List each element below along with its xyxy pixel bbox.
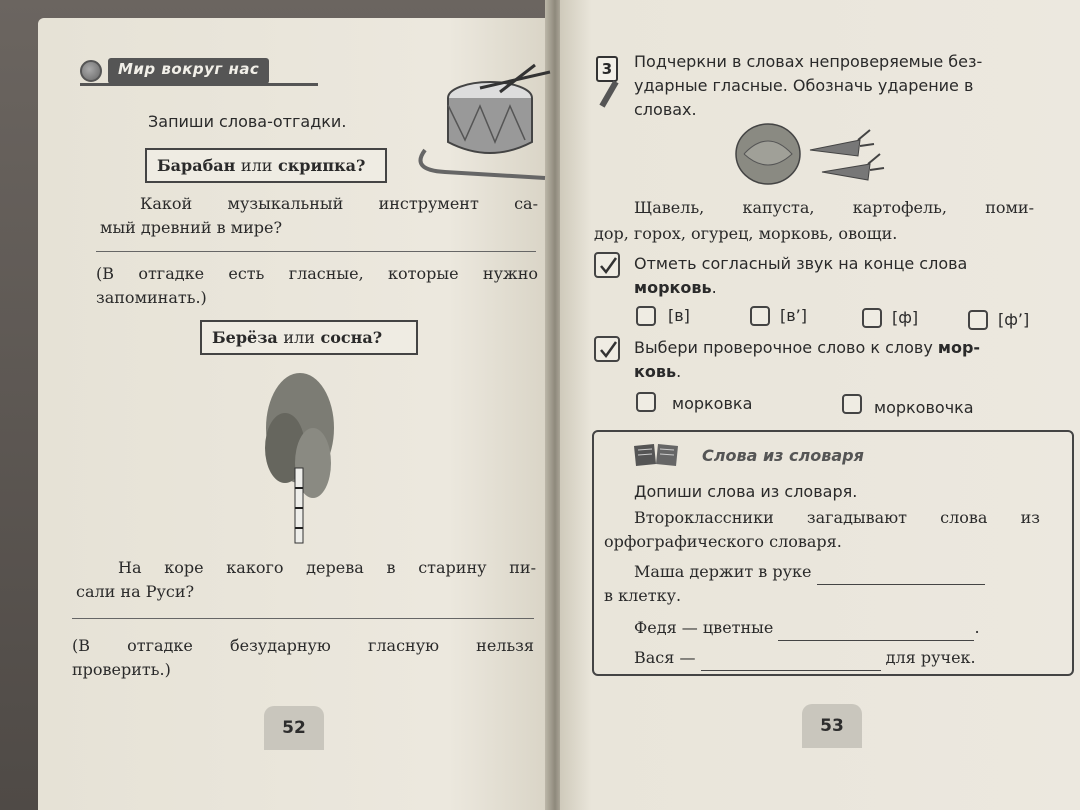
page-number-left: 52 [264,706,324,750]
fill-line1-start: Маша держит в руке [634,562,812,581]
option-label-5: морковка [672,394,753,413]
hint2-line2: проверить.) [72,660,171,679]
book-icon [632,442,682,468]
hint2-line1: (В отгадке безударную гласную нельзя [72,636,534,655]
fill-line-1 [634,560,985,585]
birch-tree-illustration [255,368,345,548]
question2-line1: На коре какого дерева в старину пи- [118,558,536,577]
option-checkbox-6[interactable] [842,394,862,414]
fill-line3-dash: — [679,648,696,667]
riddle1-option-b: скрипка? [278,156,366,175]
option-checkbox-1[interactable] [636,306,656,326]
option-label-2: [в’] [780,306,807,325]
question1-suffix: . [711,278,717,297]
question2-text [634,336,980,360]
dictionary-text-line1: Второклассники загадывают слова из [634,508,1040,527]
page-number-right: 53 [802,704,862,748]
words-line1: Щавель, капуста, картофель, поми- [634,198,1034,217]
globe-icon [80,60,102,82]
question2-line2: сали на Руси? [76,582,195,601]
dictionary-title: Слова из словаря [702,446,864,465]
fill-line2-end: . [974,618,980,637]
question2-word-part2: ковь [634,362,677,381]
option-label-4: [ф’] [998,310,1030,329]
words-line2: дор, горох, огурец, морковь, овощи. [594,224,898,243]
answer-line-2 [72,618,534,619]
question1-word: морковь [634,278,712,297]
task-number: 3 [596,56,618,82]
question2-word-line [634,360,681,384]
fill-line1-end: в клетку. [604,586,682,605]
task-line2: ударные гласные. Обозначь ударение в [634,76,974,95]
riddle2-connector: или [283,328,315,347]
riddle1-option-a: Барабан [157,156,236,175]
riddle-box-1 [145,148,387,183]
fill-line3-name: Вася [634,648,675,667]
section-title: Мир вокруг нас [108,58,269,84]
fill-line3-end: для ручек. [885,648,976,667]
hint1-line2: запоминать.) [96,288,207,307]
question1-line2: мый древний в мире? [100,218,283,237]
riddle-box-2 [200,320,418,355]
question1-prefix: Отметь согласный звук на конце слова [634,254,968,273]
hint1-line1: (В отгадке есть гласные, которые нужно [96,264,538,283]
checkbox-checked-1[interactable] [594,252,620,278]
fill-line2-name: Федя [634,618,677,637]
riddle2-option-a: Берёза [212,328,278,347]
task-line1: Подчеркни в словах непроверяемые без- [634,52,983,71]
dictionary-instruction: Допиши слова из словаря. [634,482,858,501]
fill-line2-dash: — [681,618,698,637]
blank-field-3[interactable] [701,646,881,671]
question2-prefix: Выбери проверочное слово к слову [634,338,933,357]
option-label-6: морковочка [874,398,974,417]
riddle2-option-b: сосна? [320,328,383,347]
option-checkbox-5[interactable] [636,392,656,412]
vegetables-illustration [730,118,890,190]
instruction-text: Запиши слова-отгадки. [148,112,347,131]
question2-suffix: . [676,362,682,381]
fill-line-3 [634,646,976,671]
question2-word-part1: мор- [937,338,981,357]
question1-line1: Какой музыкальный инструмент са- [140,194,538,213]
riddle1-connector: или [240,156,273,175]
dictionary-text-line2: орфографического словаря. [604,532,842,551]
task-line3: словах. [634,100,697,119]
drum-illustration [405,60,555,180]
fill-line2-word: цветные [702,618,774,637]
option-label-3: [ф] [892,308,919,327]
blank-field-2[interactable] [778,616,974,641]
question1-text [634,252,967,276]
option-label-1: [в] [668,306,690,325]
blank-field-1[interactable] [817,560,985,585]
answer-line-1 [96,251,536,252]
option-checkbox-2[interactable] [750,306,770,326]
option-checkbox-4[interactable] [968,310,988,330]
option-checkbox-3[interactable] [862,308,882,328]
section-header [80,58,318,86]
question1-word-line [634,276,717,300]
fill-line-2 [634,616,980,641]
checkbox-checked-2[interactable] [594,336,620,362]
